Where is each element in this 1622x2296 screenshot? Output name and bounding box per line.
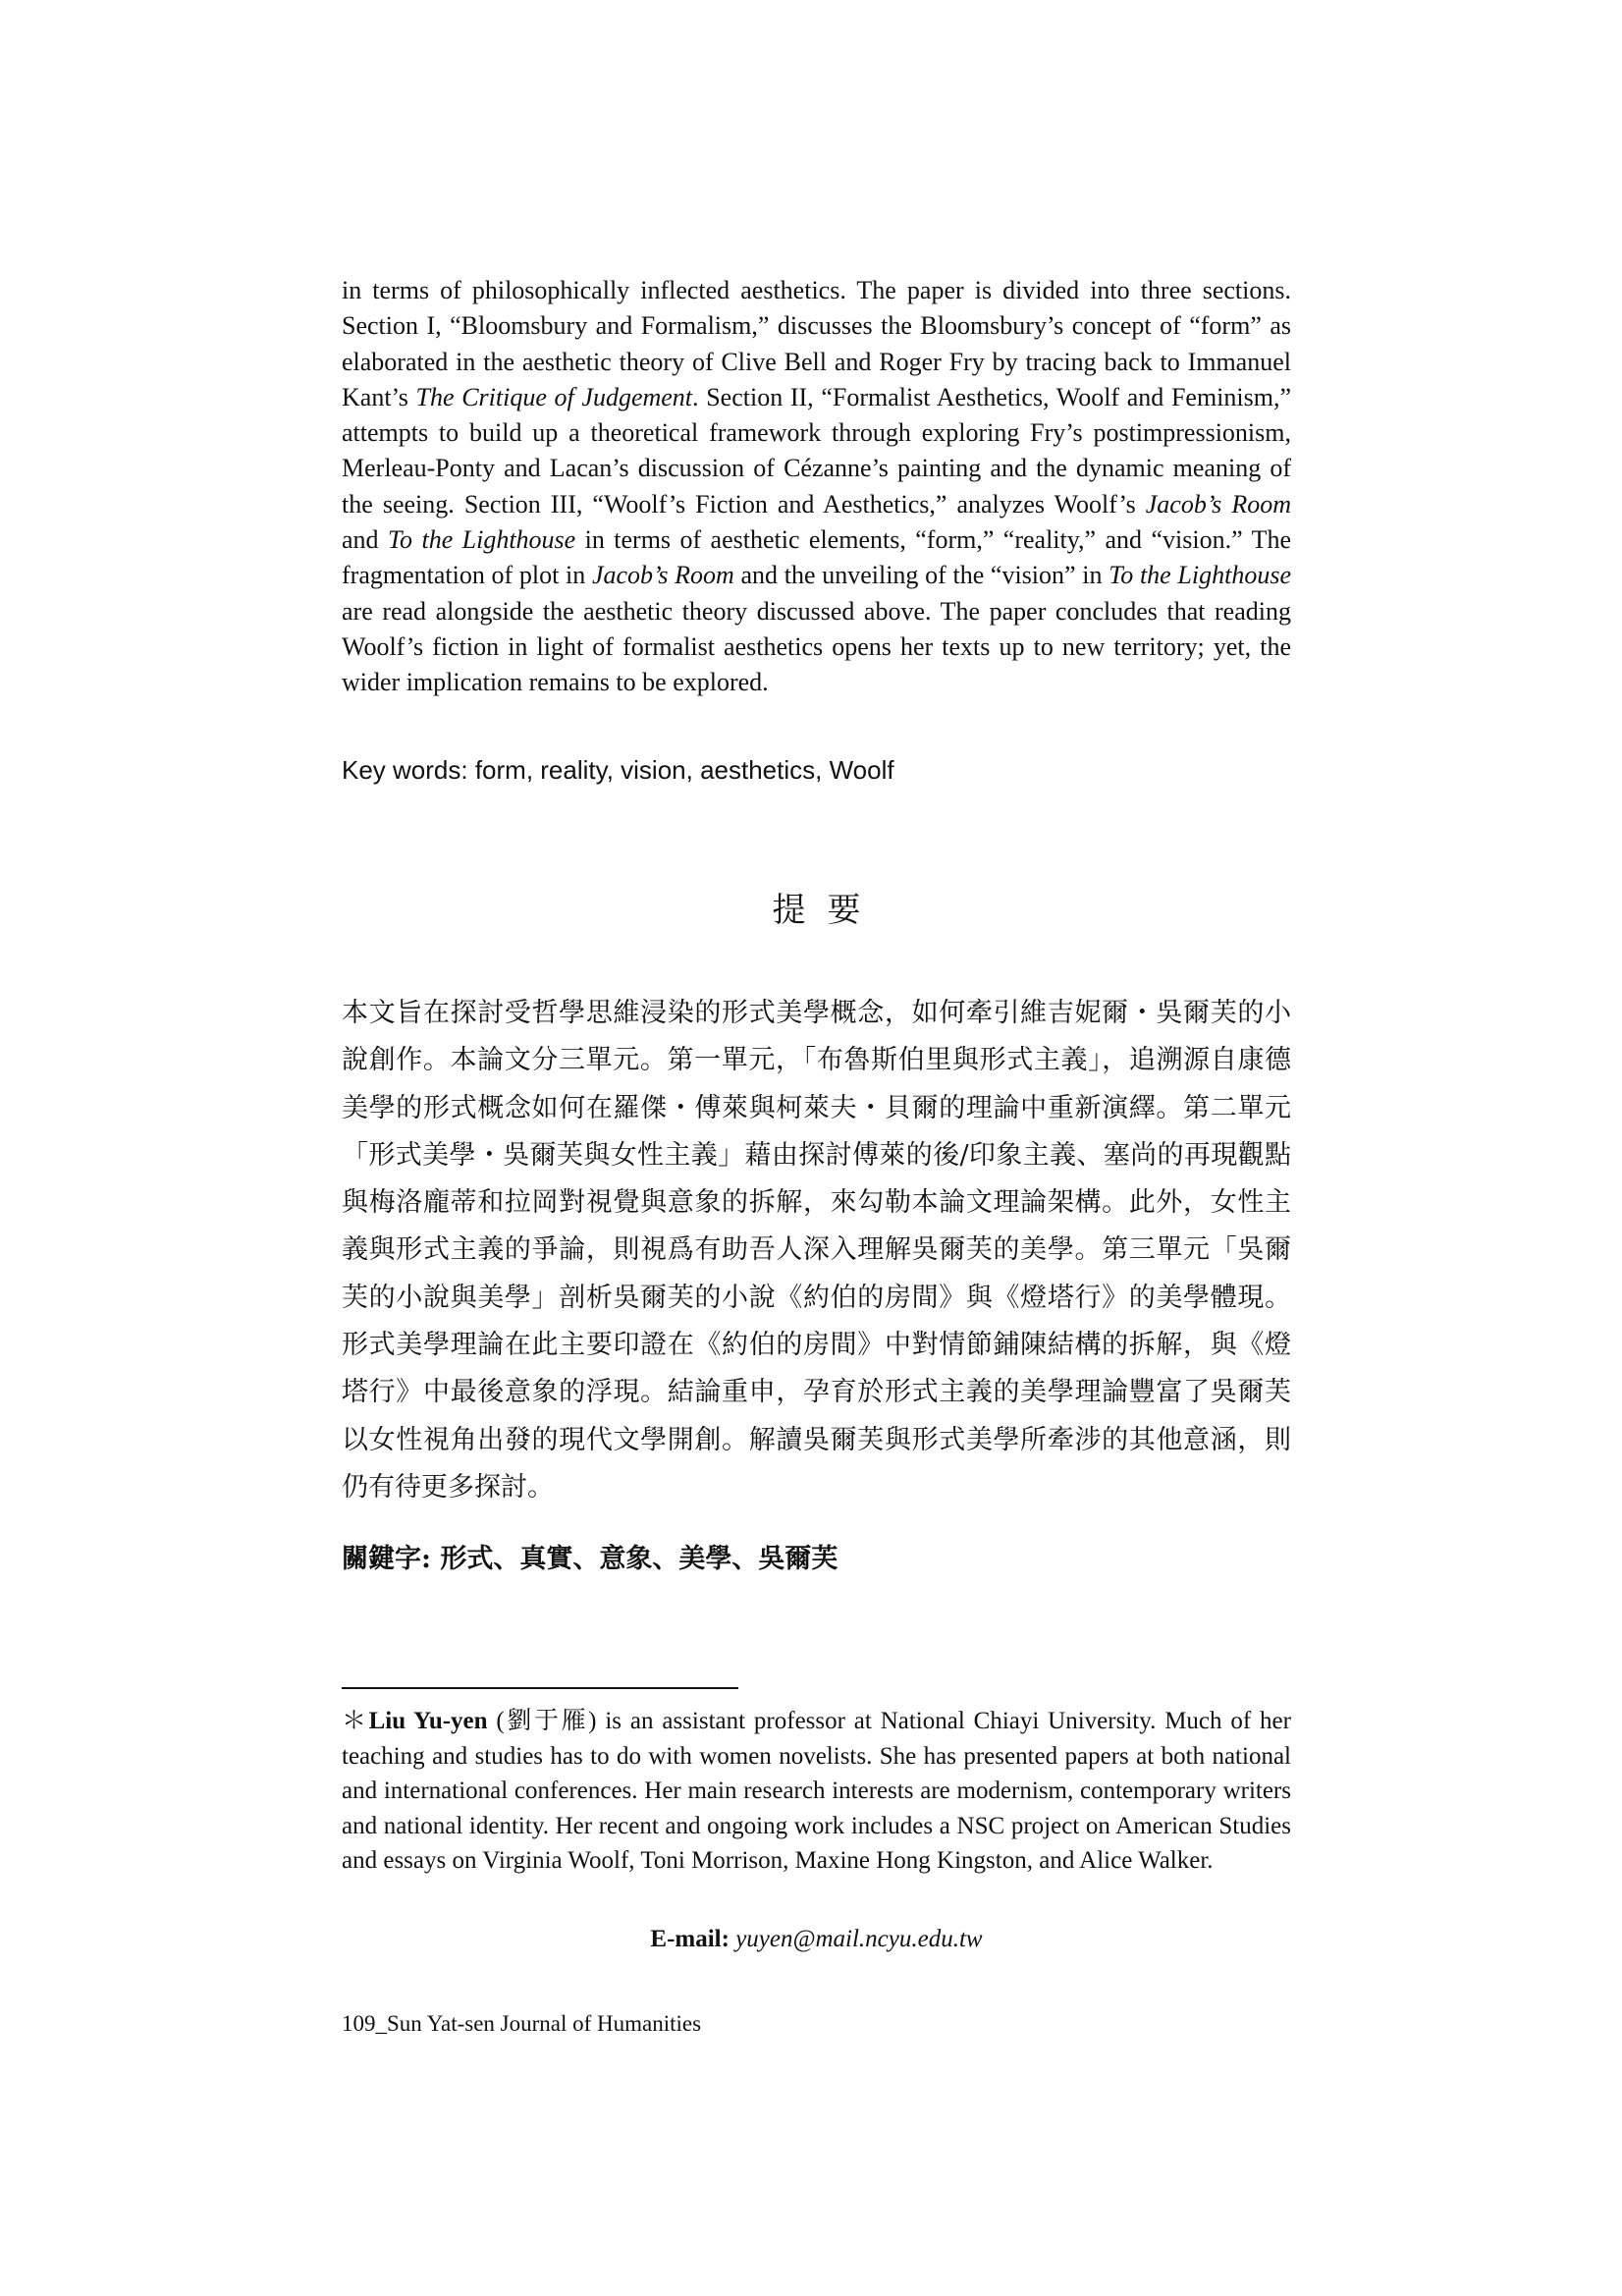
english-abstract-paragraph xyxy=(342,273,1291,701)
chinese-keywords-label: 關鍵字: xyxy=(342,1544,431,1574)
book-title: The Critique of Judgement xyxy=(415,382,693,411)
book-title: Jacob’s Room xyxy=(591,561,734,590)
author-name-chinese: (劉于雁) xyxy=(487,1708,606,1734)
book-title: To the Lighthouse xyxy=(387,525,576,555)
author-email xyxy=(342,1922,1291,1957)
author-footnote xyxy=(342,1704,1291,1879)
chinese-abstract-title: 提要 xyxy=(772,891,883,930)
abstract-text: and the unveiling of the “vision” in xyxy=(733,561,1109,590)
footnote-marker: ＊ xyxy=(342,1708,369,1734)
chinese-keywords xyxy=(342,1540,1291,1579)
page-footer: 109_Sun Yat-sen Journal of Humanities xyxy=(342,2011,702,2036)
abstract-text: . Section II, “Formalist Aesthetics, Woolf and Feminism,” attempts to build up a theoretical framework through exploring Fry’s postimpressionism, Merleau-Ponty and Lacan’s discussion of Cézanne’s painting and the dynamic meaning of the seeing. Section III, “Woolf’s Fiction and Aesthetics,” analyzes Woolf’s xyxy=(342,382,1291,519)
book-title: To the Lighthouse xyxy=(1108,561,1291,590)
email-address: yuyen@mail.ncyu.edu.tw xyxy=(735,1926,983,1952)
english-keywords: Key words: form, reality, vision, aesthetics, Woolf xyxy=(342,755,894,785)
chinese-abstract-paragraph: 本文旨在探討受哲學思維浸染的形式美學概念，如何牽引維吉妮爾・吳爾芙的小說創作。本論文分三單元。第一單元，「布魯斯伯里與形式主義」，追溯源自康德美學的形式概念如何在羅傑・傅萊與柯萊夫・貝爾的理論中重新演繹。第二單元「形式美學・吳爾芙與女性主義」藉由探討傅萊的後/印象主義、塞尚的再現觀點與梅洛龐蒂和拉岡對視覺與意象的拆解，來勾勒本論文理論架構。此外，女性主義與形式主義的爭論，則視爲有助吾人深入理解吳爾芙的美學。第三單元「吳爾芙的小說與美學」剖析吳爾芙的小說《約伯的房間》與《燈塔行》的美學體現。形式美學理論在此主要印證在《約伯的房間》中對情節鋪陳結構的拆解，與《燈塔行》中最後意象的浮現。結論重申，孕育於形式主義的美學理論豐富了吳爾芙以女性視角出發的現代文學開創。解讀吳爾芙與形式美學所牽涉的其他意涵，則仍有待更多探討。 xyxy=(342,998,1291,1503)
chinese-keywords-terms: 形式、真實、意象、美學、吳爾芙 xyxy=(430,1544,838,1574)
author-name: Liu Yu-yen xyxy=(368,1708,488,1734)
abstract-text: are read alongside the aesthetic theory discussed above. The paper concludes that reading Woolf’s fiction in light of formalist aesthetics opens her texts up to new territory; yet, the wider implication remains to be explored. xyxy=(342,596,1291,697)
footnote-divider xyxy=(342,1687,738,1689)
english-abstract xyxy=(342,273,1291,701)
abstract-text: and xyxy=(342,525,388,555)
chinese-abstract xyxy=(342,990,1291,1511)
author-bio xyxy=(342,1704,1291,1879)
abstract-text: in terms of aesthetic elements, “form,” “reality,” and “vision.” The fragmentation of plot in xyxy=(342,525,1291,590)
author-bio-text: is an assistant professor at National Chiayi University. Much of her teaching and studies has to do with women novelists. She has presented papers at both national and international conferences. Her main research interests are modernism, contemporary writers and national identity. Her recent and ongoing work includes a NSC project on American Studies and essays on Virginia Woolf, Toni Morrison, Maxine Hong Kingston, and Alice Walker. xyxy=(342,1708,1291,1875)
book-title: Jacob’s Room xyxy=(1145,489,1291,519)
email-label: E-mail: xyxy=(650,1926,730,1952)
abstract-text: in terms of philosophically inflected aesthetics. The paper is divided into three sections. Section I, “Bloomsbury and Formalism,” discusses the Bloomsbury’s concept of “form” as elaborated in the aesthetic theory of Clive Bell and Roger Fry by tracing back to Immanuel Kant’s xyxy=(342,276,1291,411)
